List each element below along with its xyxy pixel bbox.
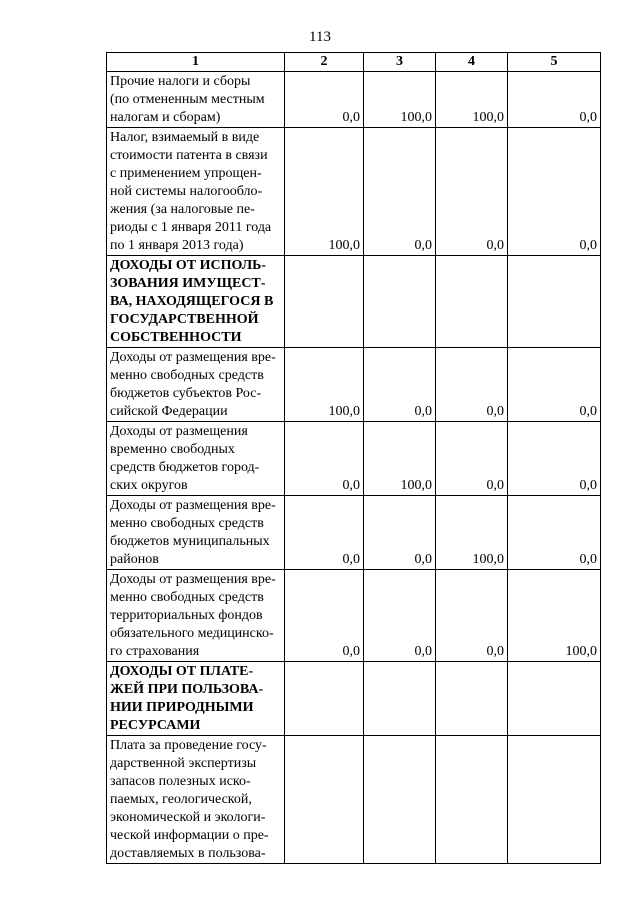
column-header-2: 2 (285, 53, 364, 72)
row-label-line: экономической и экологи- (110, 810, 266, 825)
row-label-line: с применением упрощен- (110, 166, 262, 181)
value-cell-col4 (436, 662, 508, 736)
page-number: 113 (309, 29, 331, 45)
value-cell-col2: 0,0 (285, 496, 364, 570)
row-label-line: менно свободных средств (110, 368, 264, 383)
value-cell-col5 (508, 256, 601, 348)
value-cell-col3: 0,0 (364, 348, 436, 422)
table-row (107, 736, 601, 864)
value-cell-col2 (285, 662, 364, 736)
row-label-line: Доходы от размещения (110, 424, 248, 439)
row-label-line: НИИ ПРИРОДНЫМИ (110, 700, 254, 715)
row-label-line: стоимости патента в связи (110, 148, 268, 163)
row-label-line: менно свободных средств (110, 516, 264, 531)
value-cell-col4: 100,0 (436, 496, 508, 570)
row-label-line: паемых, геологической, (110, 792, 252, 807)
value-cell-col2: 100,0 (285, 128, 364, 256)
row-label-line: средств бюджетов город- (110, 460, 260, 475)
value-cell-col5: 0,0 (508, 72, 601, 128)
row-label (107, 422, 285, 496)
row-label (107, 570, 285, 662)
column-header-3: 3 (364, 53, 436, 72)
row-label-line: Налог, взимаемый в виде (110, 130, 260, 145)
value-cell-col4: 0,0 (436, 348, 508, 422)
row-label (107, 348, 285, 422)
row-label-line: Плата за проведение госу- (110, 738, 267, 753)
value-cell-col3 (364, 256, 436, 348)
value-cell-col2: 100,0 (285, 348, 364, 422)
value-cell-col5: 0,0 (508, 496, 601, 570)
row-label-line: бюджетов субъектов Рос- (110, 386, 262, 401)
row-label-line: территориальных фондов (110, 608, 263, 623)
value-cell-col5 (508, 736, 601, 864)
value-cell-col2 (285, 256, 364, 348)
row-label-line: бюджетов муниципальных (110, 534, 270, 549)
value-cell-col2 (285, 736, 364, 864)
value-cell-col4: 0,0 (436, 570, 508, 662)
row-label-line: РЕСУРСАМИ (110, 718, 201, 733)
value-cell-col5 (508, 662, 601, 736)
header-row (107, 53, 601, 72)
value-cell-col3: 0,0 (364, 496, 436, 570)
row-label (107, 736, 285, 864)
row-label (107, 72, 285, 128)
row-label-line: сийской Федерации (110, 404, 228, 419)
value-cell-col5: 0,0 (508, 128, 601, 256)
column-header-5: 5 (508, 53, 601, 72)
row-label-line: ских округов (110, 478, 188, 493)
table-row (107, 422, 601, 496)
table-row (107, 496, 601, 570)
row-label-line: ЖЕЙ ПРИ ПОЛЬЗОВА- (110, 682, 264, 697)
row-label-line: временно свободных (110, 442, 235, 457)
row-label-line: ческой информации о пре- (110, 828, 269, 843)
row-label-line: ВА, НАХОДЯЩЕГОСЯ В (110, 294, 274, 309)
value-cell-col4: 100,0 (436, 72, 508, 128)
row-label-line: дарственной экспертизы (110, 756, 257, 771)
value-cell-col3: 0,0 (364, 570, 436, 662)
value-cell-col4 (436, 736, 508, 864)
column-header-4: 4 (436, 53, 508, 72)
value-cell-col2: 0,0 (285, 72, 364, 128)
row-label-line: ДОХОДЫ ОТ ПЛАТЕ- (110, 664, 254, 679)
table-row (107, 72, 601, 128)
value-cell-col3: 0,0 (364, 128, 436, 256)
table-row (107, 348, 601, 422)
row-label-line: ГОСУДАРСТВЕННОЙ (110, 312, 259, 327)
row-label-line: ДОХОДЫ ОТ ИСПОЛЬ- (110, 258, 267, 273)
row-label (107, 496, 285, 570)
row-label-line: доставляемых в пользова- (110, 846, 266, 861)
value-cell-col4 (436, 256, 508, 348)
value-cell-col5: 0,0 (508, 422, 601, 496)
row-label-line: менно свободных средств (110, 590, 264, 605)
value-cell-col3: 100,0 (364, 72, 436, 128)
row-label-line: обязательного медицинско- (110, 626, 274, 641)
row-label (107, 662, 285, 736)
section-header-row (107, 256, 601, 348)
value-cell-col3 (364, 662, 436, 736)
row-label-line: Прочие налоги и сборы (110, 74, 251, 89)
value-cell-col4: 0,0 (436, 422, 508, 496)
row-label-line: запасов полезных иско- (110, 774, 251, 789)
row-label-line: риоды с 1 января 2011 года (110, 220, 272, 235)
value-cell-col5: 100,0 (508, 570, 601, 662)
value-cell-col3 (364, 736, 436, 864)
table-row (107, 570, 601, 662)
column-header-1: 1 (107, 53, 285, 72)
row-label-line: ной системы налогообло- (110, 184, 263, 199)
row-label-line: по 1 января 2013 года) (110, 238, 244, 253)
row-label-line: го страхования (110, 644, 200, 659)
value-cell-col2: 0,0 (285, 570, 364, 662)
row-label-line: Доходы от размещения вре- (110, 350, 276, 365)
row-label-line: Доходы от размещения вре- (110, 498, 276, 513)
row-label-line: СОБСТВЕННОСТИ (110, 330, 242, 345)
row-label (107, 128, 285, 256)
budget-table (106, 52, 601, 864)
row-label-line: районов (110, 552, 159, 567)
row-label-line: Доходы от размещения вре- (110, 572, 276, 587)
section-header-row (107, 662, 601, 736)
row-label (107, 256, 285, 348)
value-cell-col4: 0,0 (436, 128, 508, 256)
row-label-line: ЗОВАНИЯ ИМУЩЕСТ- (110, 276, 266, 291)
value-cell-col3: 100,0 (364, 422, 436, 496)
row-label-line: жения (за налоговые пе- (110, 202, 255, 217)
row-label-line: (по отмененным местным (110, 92, 265, 107)
value-cell-col2: 0,0 (285, 422, 364, 496)
value-cell-col5: 0,0 (508, 348, 601, 422)
table-row (107, 128, 601, 256)
row-label-line: налогам и сборам) (110, 110, 221, 125)
